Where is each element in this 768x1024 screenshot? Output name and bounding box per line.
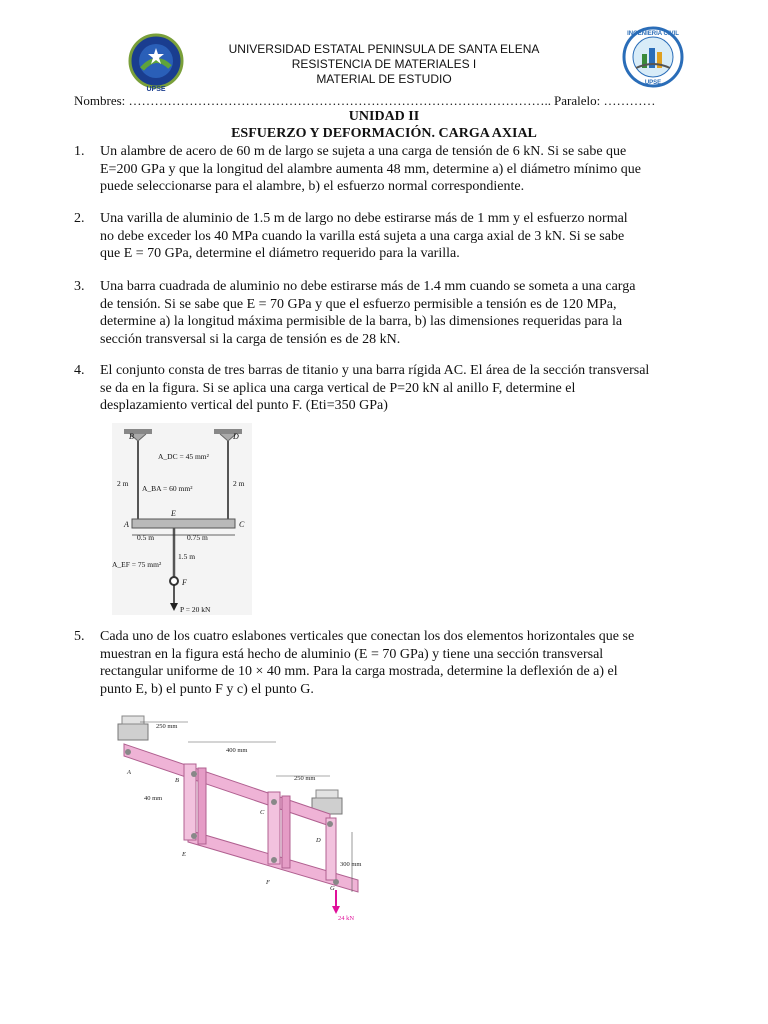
problem-3 — [74, 278, 694, 348]
problem-number: 4. — [74, 363, 85, 378]
label-f: F — [182, 578, 187, 587]
topic-title: ESFUERZO Y DEFORMACIÓN. CARGA AXIAL — [231, 126, 537, 141]
problem-line: Un alambre de acero de 60 m de largo se sujeta a una carga de tensión de 6 kN. Si se sabe que — [100, 144, 627, 159]
area-dc-label: A_DC = 45 mm² — [158, 452, 209, 461]
length-left-label: 2 m — [117, 479, 129, 488]
svg-text:INGENIERIA CIVIL: INGENIERIA CIVIL — [627, 31, 679, 37]
point-d: D — [316, 837, 321, 844]
length-right-label: 2 m — [233, 479, 245, 488]
problem-1 — [74, 143, 694, 196]
problem-line: sección transversal si la carga de tensión es de 28 kN. — [100, 331, 401, 347]
label-d: D — [233, 432, 239, 441]
problem-line: Una varilla de aluminio de 1.5 m de largo no debe estirarse más de 1 mm y el esfuerzo normal — [100, 211, 628, 226]
student-info-row — [74, 93, 694, 109]
problem-line: determine a) la longitud máxima permisible de la barra, b) las dimensiones requeridas para la — [100, 314, 623, 329]
names-label: Nombres: — [74, 93, 126, 108]
point-f: F — [266, 879, 270, 886]
area-ef-label: A_EF = 75 mm² — [112, 560, 162, 569]
document-header — [0, 42, 768, 87]
segment-2-label: 0.75 m — [187, 533, 208, 542]
label-b: B — [129, 432, 134, 441]
problem-number: 2. — [74, 211, 85, 226]
problem-line: que E = 70 GPa, determine el diámetro requerido para la varilla. — [100, 246, 460, 261]
paralelo-group — [554, 93, 655, 109]
problem-line: E=200 GPa y que la longitud del alambre aumenta 48 mm, determine a) el diámetro mínimo que — [100, 161, 641, 177]
problem-line: punto E, b) el punto F y c) el punto G. — [100, 681, 314, 697]
unit-title: UNIDAD II — [348, 109, 420, 124]
dim-40: 40 mm — [144, 795, 163, 802]
problem-2 — [74, 210, 694, 263]
material-label: MATERIAL DE ESTUDIO — [316, 72, 452, 86]
point-b: B — [175, 777, 179, 784]
svg-text:UPSE: UPSE — [146, 86, 166, 93]
label-c: C — [239, 520, 245, 529]
problem-line: se da en la figura. Si se aplica una carga vertical de P=20 kN al anillo F, determine el — [100, 380, 576, 396]
problem-line: desplazamiento vertical del punto F. (Eti=350 GPa) — [100, 398, 388, 413]
segment-1-label: 0.5 m — [137, 533, 155, 542]
problem-line: Cada uno de los cuatro eslabones verticales que conectan los dos elementos horizontales que se — [100, 629, 635, 644]
load-label: P = 20 kN — [180, 605, 211, 614]
label-a: A — [124, 520, 129, 529]
figure-5-linkage — [100, 702, 370, 924]
load-24kn: 24 kN — [338, 915, 355, 922]
label-e: E — [171, 509, 176, 518]
dim-250-left: 250 mm — [156, 723, 178, 730]
names-field[interactable]: …………………………………………………………………………………….. — [128, 93, 552, 108]
length-ef-label: 1.5 m — [178, 552, 196, 561]
svg-text:UPSE: UPSE — [644, 80, 662, 86]
problem-4 — [74, 362, 694, 415]
course-name: RESISTENCIA DE MATERIALES I — [291, 57, 477, 71]
problem-number: 3. — [74, 279, 85, 294]
problem-number: 5. — [74, 629, 85, 644]
point-e: E — [182, 851, 186, 858]
point-a: A — [127, 769, 131, 776]
dim-300: 300 mm — [340, 861, 362, 868]
paralelo-label: Paralelo: — [554, 93, 601, 108]
problem-line: muestran en la figura está hecho de aluminio (E = 70 GPa) y tiene una sección transversal — [100, 646, 604, 662]
dim-250-right: 250 mm — [294, 775, 316, 782]
problem-line: de tensión. Si se sabe que E = 70 GPa y que el esfuerzo permisible a tensión es de 120 MPa, — [100, 296, 617, 312]
problem-number: 1. — [74, 144, 85, 159]
point-g: G — [330, 885, 335, 892]
problem-line: Una barra cuadrada de aluminio no debe estirarse más de 1.4 mm cuando se someta a una carga — [100, 279, 636, 294]
problem-line: no debe exceder los 40 MPa cuando la varilla está sujeta a una carga axial de 3 kN. Si se sabe — [100, 228, 625, 244]
dim-400: 400 mm — [226, 747, 248, 754]
problem-5 — [74, 628, 694, 698]
figure-4-truss — [112, 423, 252, 615]
university-name: UNIVERSIDAD ESTATAL PENINSULA DE SANTA ELENA — [228, 42, 540, 56]
paralelo-field[interactable]: ………… — [603, 93, 656, 108]
problem-line: El conjunto consta de tres barras de titanio y una barra rígida AC. El área de la sección transversal — [100, 363, 650, 378]
point-c: C — [260, 809, 265, 816]
area-ba-label: A_BA = 60 mm² — [142, 484, 193, 493]
problem-line: puede seleccionarse para el alambre, b) el esfuerzo normal correspondiente. — [100, 179, 525, 194]
problem-line: rectangular uniforme de 10 × 40 mm. Para la carga mostrada, determine la deflexión de a) el — [100, 664, 618, 679]
